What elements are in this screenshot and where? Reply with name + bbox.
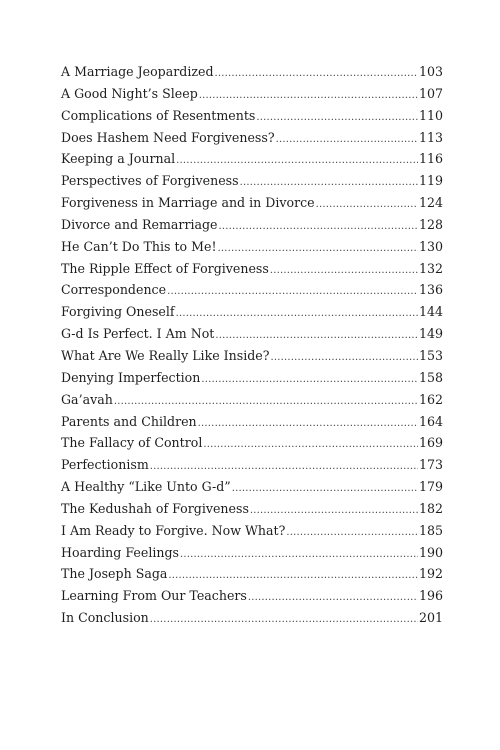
toc-entry xyxy=(61,370,443,392)
toc-entry-title: The Joseph Saga xyxy=(61,566,168,582)
toc-entry xyxy=(61,392,443,414)
toc-entry-title: Ga’avah xyxy=(61,391,113,407)
toc-entry-title: A Marriage Jeopardized xyxy=(61,64,214,79)
dot-leader xyxy=(218,243,418,254)
dot-leader xyxy=(180,549,418,560)
toc-entry-page-number: 169 xyxy=(418,435,443,451)
dot-leader xyxy=(203,439,418,450)
toc-entry xyxy=(61,261,443,283)
toc-entry xyxy=(61,348,443,370)
toc-entry-title: Correspondence xyxy=(61,282,167,298)
dot-leader xyxy=(201,374,418,385)
toc-entry-title: Keeping a Journal xyxy=(61,151,176,167)
toc-entry-page-number: 149 xyxy=(418,326,443,342)
toc-entry-title: Learning From Our Teachers xyxy=(61,588,247,604)
dot-leader xyxy=(316,199,418,210)
dot-leader xyxy=(176,155,418,166)
toc-entry-title: What Are We Really Like Inside? xyxy=(61,347,270,363)
toc-entry-title: He Can’t Do This to Me! xyxy=(61,238,217,254)
toc-entry xyxy=(61,304,443,326)
toc-entry-page-number: 173 xyxy=(418,457,443,473)
dot-leader xyxy=(276,134,418,145)
toc-entry-title: I Am Ready to Forgive. Now What? xyxy=(61,522,286,538)
table-of-contents xyxy=(61,64,443,632)
toc-entry-title: G-d Is Perfect. I Am Not xyxy=(61,326,215,342)
dot-leader xyxy=(199,90,418,101)
toc-entry xyxy=(61,282,443,304)
toc-entry-title: A Healthy “Like Unto G-d” xyxy=(61,479,231,495)
toc-entry xyxy=(61,326,443,348)
toc-entry-title: Forgiving Oneself xyxy=(61,304,175,320)
dot-leader xyxy=(286,527,418,538)
toc-entry-title: Does Hashem Need Forgiveness? xyxy=(61,129,275,145)
dot-leader xyxy=(248,592,418,603)
dot-leader xyxy=(232,483,418,494)
toc-entry xyxy=(61,239,443,261)
dot-leader xyxy=(271,352,418,363)
toc-entry-title: Divorce and Remarriage xyxy=(61,216,218,232)
toc-entry-page-number: 128 xyxy=(418,216,443,232)
toc-entry-page-number: 107 xyxy=(418,85,443,101)
dot-leader xyxy=(168,570,418,581)
toc-entry-title: Parents and Children xyxy=(61,413,197,429)
toc-entry xyxy=(61,501,443,523)
toc-entry-page-number: 132 xyxy=(418,260,443,276)
toc-entry-title: Perspectives of Forgiveness xyxy=(61,173,239,189)
toc-entry-page-number: 164 xyxy=(418,413,443,429)
dot-leader xyxy=(176,308,418,319)
dot-leader xyxy=(114,396,418,407)
toc-entry-page-number: 113 xyxy=(418,129,443,145)
toc-entry-title: The Ripple Effect of Forgiveness xyxy=(61,260,269,276)
toc-entry-title: In Conclusion xyxy=(61,610,149,626)
dot-leader xyxy=(150,614,418,625)
dot-leader xyxy=(215,330,418,341)
toc-entry-page-number: 182 xyxy=(418,500,443,516)
toc-entry-page-number: 144 xyxy=(418,304,443,320)
dot-leader xyxy=(150,461,418,472)
toc-entry xyxy=(61,108,443,130)
toc-entry-page-number: 136 xyxy=(418,282,443,298)
toc-entry xyxy=(61,457,443,479)
toc-entry-page-number: 179 xyxy=(418,479,443,495)
toc-entry-page-number: 196 xyxy=(418,588,443,604)
dot-leader xyxy=(167,286,418,297)
toc-entry-page-number: 110 xyxy=(418,107,443,123)
dot-leader xyxy=(198,418,418,429)
toc-entry-page-number: 158 xyxy=(418,369,443,385)
dot-leader xyxy=(240,177,418,188)
toc-entry-title: Complications of Resentments xyxy=(61,107,256,123)
toc-entry-page-number: 103 xyxy=(418,64,443,79)
dot-leader xyxy=(215,68,418,79)
toc-entry-page-number: 185 xyxy=(418,522,443,538)
toc-entry-page-number: 162 xyxy=(418,391,443,407)
toc-entry xyxy=(61,566,443,588)
toc-entry xyxy=(61,151,443,173)
toc-entry-page-number: 116 xyxy=(418,151,443,167)
dot-leader xyxy=(270,265,418,276)
toc-entry-page-number: 124 xyxy=(418,195,443,211)
toc-entry-title: A Good Night’s Sleep xyxy=(61,85,198,101)
toc-entry xyxy=(61,523,443,545)
toc-entry-title: The Kedushah of Forgiveness xyxy=(61,500,249,516)
toc-entry-title: Perfectionism xyxy=(61,457,149,473)
toc-entry-page-number: 130 xyxy=(418,238,443,254)
toc-entry xyxy=(61,64,443,86)
toc-entry-page-number: 190 xyxy=(418,544,443,560)
toc-entry xyxy=(61,130,443,152)
toc-entry xyxy=(61,217,443,239)
toc-entry xyxy=(61,86,443,108)
toc-entry xyxy=(61,588,443,610)
toc-entry-title: Forgiveness in Marriage and in Divorce xyxy=(61,195,315,211)
toc-entry xyxy=(61,195,443,217)
toc-entry xyxy=(61,479,443,501)
toc-entry xyxy=(61,414,443,436)
dot-leader xyxy=(250,505,418,516)
toc-entry-page-number: 119 xyxy=(418,173,443,189)
toc-entry-page-number: 201 xyxy=(418,610,443,626)
toc-entry xyxy=(61,545,443,567)
toc-entry-title: Denying Imperfection xyxy=(61,369,201,385)
toc-entry xyxy=(61,173,443,195)
dot-leader xyxy=(256,112,418,123)
toc-entry-title: The Fallacy of Control xyxy=(61,435,203,451)
toc-entry-page-number: 153 xyxy=(418,347,443,363)
dot-leader xyxy=(219,221,418,232)
toc-entry xyxy=(61,610,443,632)
toc-entry-title: Hoarding Feelings xyxy=(61,544,180,560)
toc-entry xyxy=(61,435,443,457)
toc-entry-page-number: 192 xyxy=(418,566,443,582)
